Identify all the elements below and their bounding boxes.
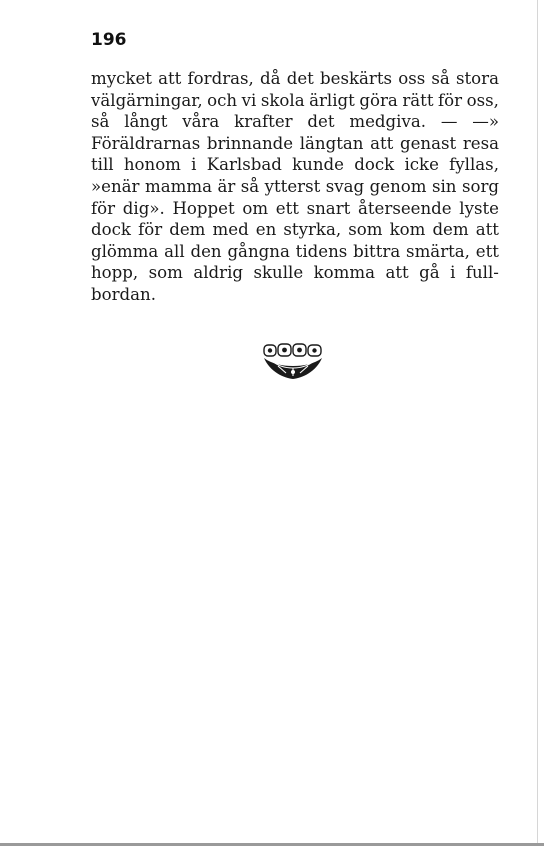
word: all	[164, 241, 185, 261]
text-line	[91, 284, 499, 306]
word: —	[440, 112, 458, 132]
word: då	[260, 69, 281, 88]
word: våra	[182, 112, 220, 132]
word: honom	[123, 155, 181, 175]
word: som	[348, 220, 383, 240]
word: i	[191, 155, 197, 175]
word: dock	[354, 155, 395, 175]
word: mycket	[91, 69, 152, 88]
word: att	[158, 69, 182, 88]
word: att	[475, 220, 499, 240]
word: —»	[472, 112, 499, 132]
word: för	[91, 198, 116, 218]
word: full-	[465, 263, 499, 283]
text-line	[91, 90, 499, 112]
word: oss	[398, 69, 426, 88]
word: mamma	[144, 176, 212, 196]
word: oss,	[466, 90, 499, 110]
word: stora	[456, 69, 499, 88]
word: det	[307, 112, 335, 132]
word: att	[385, 263, 409, 283]
word: välgärningar,	[91, 90, 203, 110]
word: Karlsbad	[206, 155, 282, 175]
word: gångna	[227, 241, 290, 261]
word: så	[431, 69, 450, 88]
word: Hoppet	[172, 198, 235, 218]
word: brinnande	[206, 133, 294, 153]
word: det	[286, 69, 314, 88]
word: hopp,	[91, 263, 139, 283]
word: dem	[169, 220, 206, 240]
word: vi	[241, 90, 257, 110]
word: långt	[124, 112, 168, 132]
word: så	[91, 112, 110, 132]
text-line	[91, 176, 499, 198]
text-line	[91, 241, 499, 263]
word: skola	[260, 90, 305, 110]
word: för	[438, 90, 463, 110]
word: dig».	[122, 198, 165, 218]
word: är	[217, 176, 236, 196]
word: ytterst	[264, 176, 321, 196]
word: lyste	[459, 198, 499, 218]
word: »enär	[91, 176, 140, 196]
word: medgiva.	[349, 112, 426, 132]
word: sorg	[461, 176, 499, 196]
word: med	[212, 220, 249, 240]
word: till	[91, 155, 114, 175]
word: fyllas,	[449, 155, 499, 175]
word: skulle	[253, 263, 304, 283]
text-line	[91, 219, 499, 241]
word: komma	[313, 263, 376, 283]
word: bordan.	[91, 284, 157, 304]
page-edge-right	[537, 0, 538, 846]
word: tidens	[295, 241, 348, 261]
body-text	[91, 68, 499, 306]
word: aldrig	[193, 263, 244, 283]
word: snart	[306, 198, 351, 218]
word: icke	[404, 155, 439, 175]
text-line	[91, 262, 499, 284]
word: och	[207, 90, 238, 110]
word: svag	[325, 176, 365, 196]
text-line	[91, 133, 499, 155]
word: ett	[475, 241, 499, 261]
word: den	[190, 241, 222, 261]
word: ett	[275, 198, 299, 218]
text-line	[91, 154, 499, 176]
word: genom	[369, 176, 427, 196]
word: beskärts	[320, 69, 393, 88]
floral-tailpiece-ornament-icon	[260, 342, 326, 382]
word: om	[242, 198, 269, 218]
word: kunde	[292, 155, 344, 175]
word: att	[370, 133, 394, 153]
text-line	[91, 111, 499, 133]
word: resa	[462, 133, 499, 153]
word: dem	[432, 220, 469, 240]
word: styrka,	[283, 220, 342, 240]
word: smärta,	[406, 241, 470, 261]
word: kom	[389, 220, 426, 240]
word: gå	[419, 263, 440, 283]
word: ärligt	[309, 90, 355, 110]
page-number: 196	[91, 30, 127, 50]
word: Föräldrarnas	[91, 133, 201, 153]
word: bittra	[353, 241, 401, 261]
word: rätt	[402, 90, 434, 110]
word: sin	[431, 176, 457, 196]
word: en	[255, 220, 277, 240]
word: återseende	[358, 198, 452, 218]
word: längtan	[299, 133, 364, 153]
word: genast	[399, 133, 457, 153]
word: fordras,	[187, 69, 254, 88]
word: så	[240, 176, 260, 196]
word: i	[450, 263, 456, 283]
word: dock	[91, 220, 131, 240]
text-line	[91, 68, 499, 90]
word: som	[148, 263, 183, 283]
word: glömma	[91, 241, 159, 261]
word: göra	[359, 90, 398, 110]
text-line	[91, 198, 499, 220]
word: krafter	[234, 112, 293, 132]
word: för	[138, 220, 163, 240]
